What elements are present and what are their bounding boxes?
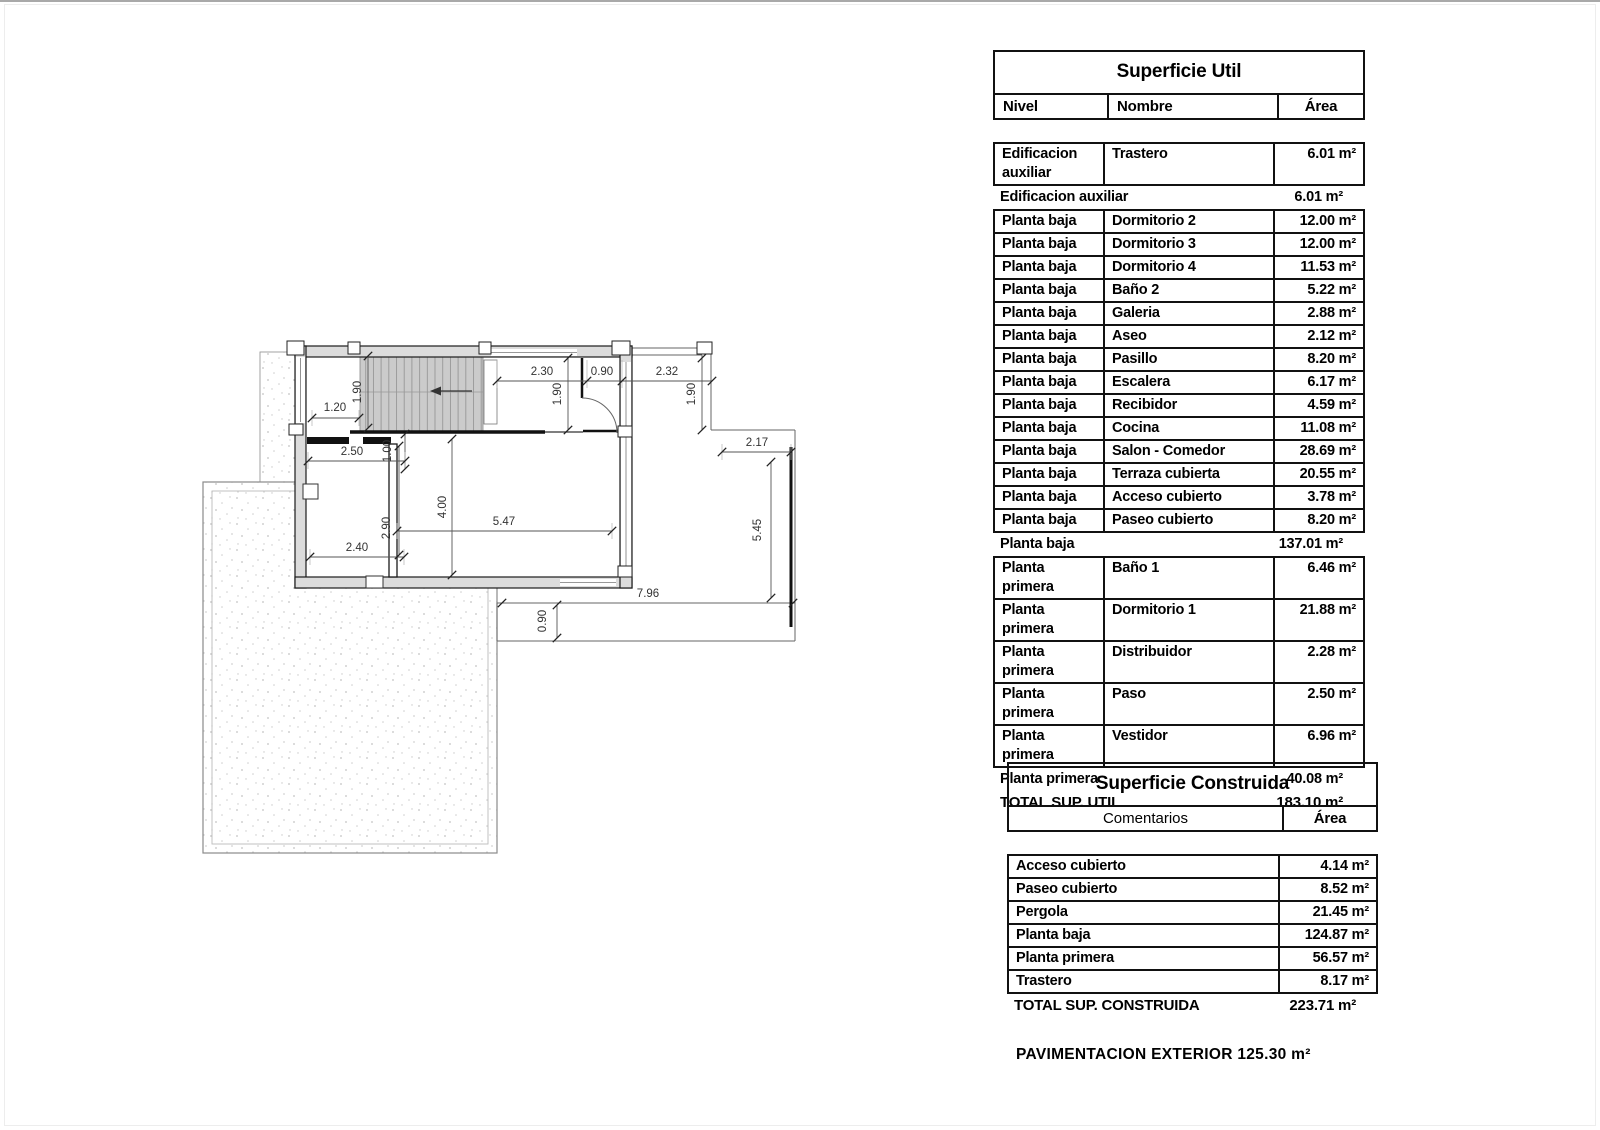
- table-row: [993, 485, 1365, 510]
- dimension-label: 1.90: [686, 382, 698, 406]
- table-row: [993, 142, 1365, 186]
- wall-box: [303, 484, 318, 499]
- cell-area: 21.45 m²: [1280, 900, 1378, 925]
- dimension-label: 1.00: [382, 439, 394, 463]
- cell-area: 12.00 m²: [1275, 209, 1365, 234]
- table-row: [993, 598, 1365, 642]
- cell-nivel: Planta baja: [993, 255, 1105, 280]
- table-row: [993, 255, 1365, 280]
- cell-nombre: Recibidor: [1105, 393, 1275, 418]
- superficie-util-rows: [993, 142, 1365, 814]
- cell-nivel: Planta primera: [993, 724, 1105, 768]
- cell-nombre: Baño 1: [1105, 556, 1275, 600]
- dimension-label: 2.90: [381, 516, 393, 540]
- table-row: [1007, 877, 1378, 902]
- cell-nombre: Escalera: [1105, 370, 1275, 395]
- table-row: [993, 278, 1365, 303]
- table-row: [1007, 946, 1378, 971]
- dimension-label: 1.90: [352, 380, 364, 404]
- subtotal-row: [993, 186, 1365, 209]
- dimension-label: 0.90: [537, 609, 549, 633]
- cell-area: 4.59 m²: [1275, 393, 1365, 418]
- cell-area: 12.00 m²: [1275, 232, 1365, 257]
- cell-nivel: Planta baja: [993, 393, 1105, 418]
- table-row: [1007, 969, 1378, 994]
- subtotal-label: Planta baja: [1000, 536, 1075, 552]
- cell-nombre: Dormitorio 2: [1105, 209, 1275, 234]
- cell-nombre: Galeria: [1105, 301, 1275, 326]
- cell-nivel: Planta baja: [993, 508, 1105, 533]
- cell-area: 28.69 m²: [1275, 439, 1365, 464]
- column-headers: [995, 93, 1363, 118]
- cell-nombre: Salon - Comedor: [1105, 439, 1275, 464]
- table-row: [993, 439, 1365, 464]
- cell-nivel: Planta primera: [993, 556, 1105, 600]
- total-area: 223.71 m²: [1289, 997, 1356, 1014]
- cell-area: 21.88 m²: [1275, 598, 1365, 642]
- column-header-comentarios: Comentarios: [1102, 810, 1189, 827]
- table-row: [993, 462, 1365, 487]
- cell-nivel: Planta primera: [993, 640, 1105, 684]
- table-row: [993, 347, 1365, 372]
- table-row: [993, 416, 1365, 441]
- subtotal-area: 6.01 m²: [1294, 189, 1343, 205]
- table-row: [1007, 923, 1378, 948]
- cell-nivel: Planta baja: [993, 278, 1105, 303]
- cell-nombre: Baño 2: [1105, 278, 1275, 303]
- table-row: [993, 640, 1365, 684]
- cell-nivel: Planta baja: [993, 324, 1105, 349]
- table-row: [993, 370, 1365, 395]
- column-header-area: Área: [1277, 95, 1363, 118]
- total-row: [1007, 994, 1378, 1017]
- cell-area: 2.50 m²: [1275, 682, 1365, 726]
- stair-rail: [484, 360, 497, 424]
- pavimentacion-exterior-note: PAVIMENTACION EXTERIOR 125.30 m²: [1016, 1046, 1311, 1063]
- cell-nombre: Aseo: [1105, 324, 1275, 349]
- table-row: [993, 324, 1365, 349]
- dimension-label: 0.90: [590, 366, 614, 378]
- cell-comentario: Planta baja: [1007, 923, 1280, 948]
- dimension-label: 2.50: [340, 446, 364, 458]
- cell-area: 56.57 m²: [1280, 946, 1378, 971]
- subtotal-area: 40.08 m²: [1286, 771, 1343, 787]
- table-row: [993, 556, 1365, 600]
- cell-comentario: Paseo cubierto: [1007, 877, 1280, 902]
- cell-area: 11.53 m²: [1275, 255, 1365, 280]
- cell-nombre: Trastero: [1105, 142, 1275, 186]
- subtotal-area: 137.01 m²: [1278, 536, 1343, 552]
- cell-nombre: Terraza cubierta: [1105, 462, 1275, 487]
- subtotal-label: Edificacion auxiliar: [1000, 189, 1129, 205]
- cell-area: 8.20 m²: [1275, 508, 1365, 533]
- cell-nombre: Cocina: [1105, 416, 1275, 441]
- dimension-label: 4.00: [437, 495, 449, 519]
- dimension-label: 2.32: [655, 366, 679, 378]
- cell-area: 11.08 m²: [1275, 416, 1365, 441]
- cell-nivel: Planta baja: [993, 370, 1105, 395]
- dimension-label: 1.20: [323, 402, 347, 414]
- superficie-construida-table: [1007, 762, 1378, 1017]
- cell-nivel: Planta baja: [993, 232, 1105, 257]
- table-row: [993, 232, 1365, 257]
- dimension-label: 5.47: [492, 516, 516, 528]
- total-label: TOTAL SUP. CONSTRUIDA: [1014, 997, 1200, 1014]
- cell-nivel: Planta baja: [993, 209, 1105, 234]
- cell-area: 6.01 m²: [1275, 142, 1365, 186]
- cell-area: 2.88 m²: [1275, 301, 1365, 326]
- cell-nombre: Distribuidor: [1105, 640, 1275, 684]
- cell-area: 6.96 m²: [1275, 724, 1365, 768]
- dimension-label: 2.17: [745, 437, 769, 449]
- cell-nivel: Planta baja: [993, 485, 1105, 510]
- table-row: [993, 209, 1365, 234]
- cell-comentario: Pergola: [1007, 900, 1280, 925]
- dimension-label: 5.45: [752, 518, 764, 542]
- cell-nombre: Dormitorio 3: [1105, 232, 1275, 257]
- dimension-label: 1.90: [552, 382, 564, 406]
- cell-nivel: Edificacion auxiliar: [993, 142, 1105, 186]
- cell-area: 8.20 m²: [1275, 347, 1365, 372]
- table-row: [993, 508, 1365, 533]
- superficie-util-table: [993, 50, 1365, 814]
- column-header-nivel: Nivel: [1003, 98, 1038, 115]
- cell-nivel: Planta baja: [993, 301, 1105, 326]
- table-title: Superficie Construida: [1095, 773, 1290, 794]
- cell-nivel: Planta baja: [993, 416, 1105, 441]
- subtotal-row: [993, 533, 1365, 556]
- cell-area: 20.55 m²: [1275, 462, 1365, 487]
- superficie-util-header-box: [993, 50, 1365, 120]
- wall-box: [366, 576, 383, 588]
- cell-nombre: Dormitorio 4: [1105, 255, 1275, 280]
- cell-nombre: Dormitorio 1: [1105, 598, 1275, 642]
- table-title: Superficie Util: [1116, 61, 1242, 82]
- table-row: [993, 301, 1365, 326]
- cell-area: 124.87 m²: [1280, 923, 1378, 948]
- subtotal-label: Planta primera: [1000, 771, 1098, 787]
- total-label: TOTAL SUP. UTIL: [1000, 794, 1121, 811]
- cell-area: 5.22 m²: [1275, 278, 1365, 303]
- cell-comentario: Acceso cubierto: [1007, 854, 1280, 879]
- table-row: [1007, 900, 1378, 925]
- cell-nombre: Paseo cubierto: [1105, 508, 1275, 533]
- column-header-nombre: Nombre: [1107, 95, 1277, 118]
- column-header-area: Área: [1282, 807, 1376, 830]
- cell-area: 2.12 m²: [1275, 324, 1365, 349]
- cell-nivel: Planta baja: [993, 462, 1105, 487]
- superficie-construida-header-box: [1007, 762, 1378, 832]
- cell-area: 4.14 m²: [1280, 854, 1378, 879]
- dimension-label: 2.30: [530, 366, 554, 378]
- table-row: [993, 393, 1365, 418]
- cell-nombre: Pasillo: [1105, 347, 1275, 372]
- cell-nivel: Planta primera: [993, 598, 1105, 642]
- paving-strip-left: [260, 352, 295, 482]
- cell-area: 8.17 m²: [1280, 969, 1378, 994]
- superficie-construida-rows: [1007, 854, 1378, 1017]
- dimension-label: 2.40: [345, 542, 369, 554]
- table-row: [993, 682, 1365, 726]
- dimension-label: 7.96: [636, 588, 660, 600]
- column-headers: [1009, 805, 1376, 830]
- cell-area: 8.52 m²: [1280, 877, 1378, 902]
- cell-area: 2.28 m²: [1275, 640, 1365, 684]
- table-row: [1007, 854, 1378, 879]
- cell-area: 3.78 m²: [1275, 485, 1365, 510]
- cell-nivel: Planta baja: [993, 439, 1105, 464]
- cell-nombre: Acceso cubierto: [1105, 485, 1275, 510]
- wall-top: [295, 346, 632, 357]
- cell-comentario: Trastero: [1007, 969, 1280, 994]
- cell-nivel: Planta primera: [993, 682, 1105, 726]
- cell-nivel: Planta baja: [993, 347, 1105, 372]
- total-area: 183.10 m²: [1276, 794, 1343, 811]
- cell-area: 6.17 m²: [1275, 370, 1365, 395]
- cell-comentario: Planta primera: [1007, 946, 1280, 971]
- cell-area: 6.46 m²: [1275, 556, 1365, 600]
- cell-nombre: Paso: [1105, 682, 1275, 726]
- cell-nombre: Vestidor: [1105, 724, 1275, 768]
